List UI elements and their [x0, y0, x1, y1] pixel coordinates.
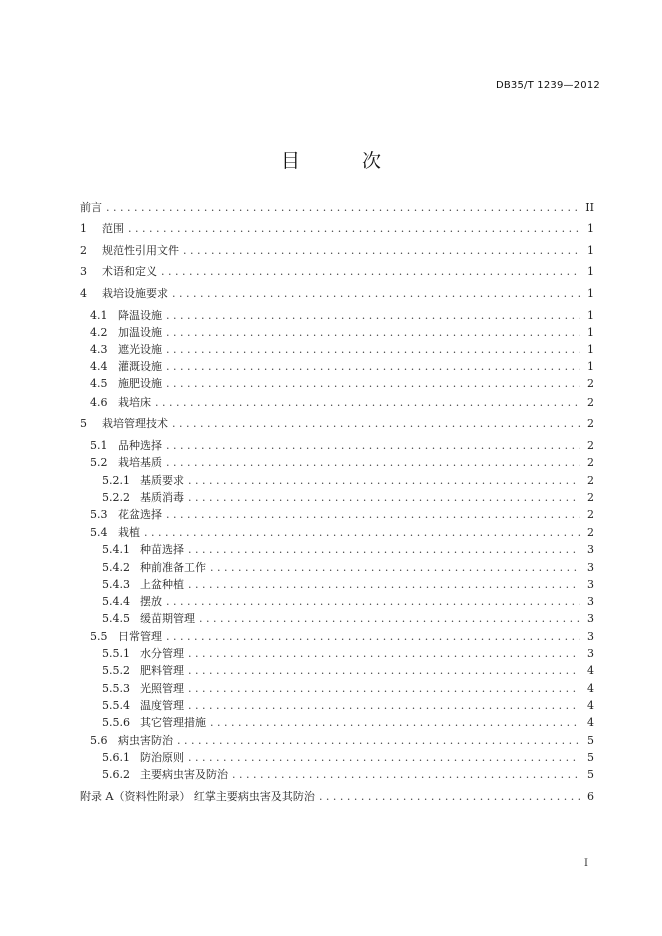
toc-entry-page: 1: [587, 265, 594, 278]
toc-entry-page: 4: [587, 664, 594, 677]
toc-entry-label: 灌溉设施: [118, 360, 162, 373]
toc-entry-number: 5.3: [90, 508, 108, 521]
toc-entry[interactable]: [80, 767, 594, 783]
toc-entry-number: 5.4.2: [102, 561, 130, 574]
toc-entry-number: 5: [80, 417, 87, 430]
toc-entry-label: 前言: [80, 201, 102, 214]
toc-entry-label: 病虫害防治: [118, 734, 173, 747]
toc-entry-number: 5.2.1: [102, 474, 130, 487]
toc-entry-number: 5.1: [90, 439, 108, 452]
toc-entry-label: 上盆种植: [140, 578, 184, 591]
toc-entry-label: 种前准备工作: [140, 561, 206, 574]
toc-entry[interactable]: [80, 243, 594, 259]
toc-entry-number: 4.1: [90, 309, 108, 322]
toc-leader-dots: [188, 750, 580, 766]
toc-entry-label: 基质消毒: [140, 491, 184, 504]
toc-leader-dots: [106, 200, 580, 216]
toc-entry-label: 品种选择: [118, 439, 162, 452]
toc-entry-page: 1: [587, 287, 594, 300]
toc-entry-number: 5.6.1: [102, 751, 130, 764]
toc-entry[interactable]: [80, 594, 594, 610]
toc-entry-label: 防治原则: [140, 751, 184, 764]
toc-entry[interactable]: [80, 455, 594, 471]
toc-entry-page: 4: [587, 716, 594, 729]
toc-entry-page: 2: [587, 417, 594, 430]
toc-leader-dots: [172, 416, 580, 432]
toc-entry-number: 5.4.5: [102, 612, 130, 625]
toc-entry[interactable]: [80, 473, 594, 489]
toc-leader-dots: [166, 376, 580, 392]
toc-entry-label: 栽培床: [118, 396, 151, 409]
toc-entry-page: 2: [587, 439, 594, 452]
toc-entry[interactable]: [80, 681, 594, 697]
toc-entry-label: 光照管理: [140, 682, 184, 695]
toc-entry-number: 5.5.6: [102, 716, 130, 729]
toc-entry[interactable]: [80, 359, 594, 375]
toc-entry[interactable]: [80, 395, 594, 411]
toc-entry-label: 种苗选择: [140, 543, 184, 556]
toc-leader-dots: [188, 646, 580, 662]
toc-entry[interactable]: [80, 611, 594, 627]
toc-entry-number: 2: [80, 244, 87, 257]
toc-entry[interactable]: [80, 286, 594, 302]
toc-entry-page: 2: [587, 526, 594, 539]
toc-entry[interactable]: [80, 577, 594, 593]
toc-entry-label: 其它管理措施: [140, 716, 206, 729]
toc-leader-dots: [166, 359, 580, 375]
toc-entry-number: 5.2: [90, 456, 108, 469]
toc-entry-label: 栽培管理技术: [102, 417, 168, 430]
toc-entry-label: 缓苗期管理: [140, 612, 195, 625]
toc-entry-number: 3: [80, 265, 87, 278]
toc-leader-dots: [210, 560, 580, 576]
toc-leader-dots: [166, 507, 580, 523]
toc-leader-dots: [166, 629, 580, 645]
toc-entry-label: 术语和定义: [102, 265, 157, 278]
page-title: 目 次: [280, 150, 410, 172]
toc-entry-number: 5.2.2: [102, 491, 130, 504]
toc-entry-number: 4.5: [90, 377, 108, 390]
toc-leader-dots: [166, 438, 580, 454]
toc-leader-dots: [188, 681, 580, 697]
toc-entry-page: 3: [587, 612, 594, 625]
toc-entry-number: 5.5.2: [102, 664, 130, 677]
toc-entry-label: 加温设施: [118, 326, 162, 339]
toc-entry-page: 2: [587, 491, 594, 504]
toc-entry-number: 4.3: [90, 343, 108, 356]
toc-entry-label: 基质要求: [140, 474, 184, 487]
toc-entry-page: 3: [587, 543, 594, 556]
toc-entry[interactable]: [80, 264, 594, 280]
toc-entry-label: 附录 A（资料性附录） 红掌主要病虫害及其防治: [80, 790, 315, 803]
toc-leader-dots: [188, 577, 580, 593]
toc-leader-dots: [188, 542, 580, 558]
toc-leader-dots: [183, 243, 580, 259]
toc-entry[interactable]: [80, 200, 594, 216]
toc-entry-page: 2: [587, 474, 594, 487]
toc-leader-dots: [172, 286, 580, 302]
toc-leader-dots: [161, 264, 580, 280]
page-number: I: [584, 858, 588, 869]
toc-leader-dots: [155, 395, 580, 411]
toc-entry-page: 1: [587, 309, 594, 322]
toc-entry-page: 3: [587, 630, 594, 643]
toc-entry-label: 范围: [102, 222, 124, 235]
toc-entry[interactable]: [80, 325, 594, 341]
toc-leader-dots: [166, 455, 580, 471]
toc-entry-page: 2: [587, 508, 594, 521]
toc-entry-number: 5.6.2: [102, 768, 130, 781]
toc-entry-page: 2: [587, 396, 594, 409]
toc-entry[interactable]: [80, 525, 594, 541]
toc-entry[interactable]: [80, 221, 594, 237]
toc-entry[interactable]: [80, 507, 594, 523]
toc-entry-page: 4: [587, 682, 594, 695]
toc-leader-dots: [188, 663, 580, 679]
toc-entry-page: 1: [587, 244, 594, 257]
toc-entry-number: 1: [80, 222, 87, 235]
toc-entry[interactable]: [80, 789, 594, 805]
toc-entry-number: 4.2: [90, 326, 108, 339]
toc-entry-number: 4.4: [90, 360, 108, 373]
toc-entry-label: 降温设施: [118, 309, 162, 322]
toc-entry-page: 5: [587, 768, 594, 781]
toc-entry-page: 5: [587, 734, 594, 747]
toc-entry-page: 1: [587, 222, 594, 235]
standard-code: DB35/T 1239—2012: [495, 80, 600, 91]
toc-entry[interactable]: [80, 560, 594, 576]
toc-leader-dots: [319, 789, 580, 805]
toc-entry-label: 栽培设施要求: [102, 287, 168, 300]
toc-entry-number: 4: [80, 287, 87, 300]
toc-leader-dots: [166, 342, 580, 358]
toc-entry-page: II: [585, 201, 594, 214]
toc-entry-number: 5.5.3: [102, 682, 130, 695]
toc-entry[interactable]: [80, 308, 594, 324]
toc-entry-number: 5.6: [90, 734, 108, 747]
toc-leader-dots: [177, 733, 580, 749]
toc-entry-page: 3: [587, 561, 594, 574]
toc-entry-number: 5.4.3: [102, 578, 130, 591]
toc-entry[interactable]: [80, 416, 594, 432]
toc-leader-dots: [188, 473, 580, 489]
toc-entry-label: 肥料管理: [140, 664, 184, 677]
toc-entry-label: 栽培基质: [118, 456, 162, 469]
toc-entry[interactable]: [80, 646, 594, 662]
toc-entry[interactable]: [80, 542, 594, 558]
toc-leader-dots: [210, 715, 580, 731]
toc-leader-dots: [188, 490, 580, 506]
toc-entry-number: 5.4.1: [102, 543, 130, 556]
toc-entry-page: 1: [587, 326, 594, 339]
toc-entry-page: 5: [587, 751, 594, 764]
toc-leader-dots: [232, 767, 580, 783]
toc-entry-label: 水分管理: [140, 647, 184, 660]
toc-leader-dots: [166, 594, 580, 610]
toc-leader-dots: [166, 308, 580, 324]
toc-entry[interactable]: [80, 438, 594, 454]
toc-entry-page: 2: [587, 377, 594, 390]
toc-entry-number: 5.4.4: [102, 595, 130, 608]
toc-entry-label: 栽植: [118, 526, 140, 539]
toc-entry[interactable]: [80, 733, 594, 749]
toc-entry-page: 4: [587, 699, 594, 712]
toc-leader-dots: [128, 221, 580, 237]
toc-entry-number: 5.5.1: [102, 647, 130, 660]
toc-entry-page: 2: [587, 456, 594, 469]
toc-entry[interactable]: [80, 750, 594, 766]
toc-entry-label: 规范性引用文件: [102, 244, 179, 257]
toc-entry[interactable]: [80, 629, 594, 645]
toc-leader-dots: [199, 611, 580, 627]
toc-entry-page: 6: [587, 790, 594, 803]
toc-leader-dots: [166, 325, 580, 341]
toc-entry-label: 施肥设施: [118, 377, 162, 390]
toc-entry-label: 摆放: [140, 595, 162, 608]
toc-entry-number: 5.4: [90, 526, 108, 539]
toc-entry-page: 3: [587, 647, 594, 660]
toc-entry-page: 3: [587, 578, 594, 591]
toc-entry[interactable]: [80, 376, 594, 392]
toc-entry-page: 1: [587, 343, 594, 356]
toc-entry[interactable]: [80, 715, 594, 731]
toc-entry-number: 4.6: [90, 396, 108, 409]
toc-entry-label: 主要病虫害及防治: [140, 768, 228, 781]
toc-entry-label: 花盆选择: [118, 508, 162, 521]
toc-entry-page: 1: [587, 360, 594, 373]
toc-entry[interactable]: [80, 490, 594, 506]
toc-leader-dots: [144, 525, 580, 541]
toc-entry[interactable]: [80, 698, 594, 714]
toc-entry[interactable]: [80, 342, 594, 358]
toc-entry[interactable]: [80, 663, 594, 679]
toc-entry-label: 温度管理: [140, 699, 184, 712]
toc-entry-number: 5.5.4: [102, 699, 130, 712]
toc-entry-page: 3: [587, 595, 594, 608]
toc-leader-dots: [188, 698, 580, 714]
toc-entry-label: 日常管理: [118, 630, 162, 643]
toc-entry-number: 5.5: [90, 630, 108, 643]
toc-entry-label: 遮光设施: [118, 343, 162, 356]
